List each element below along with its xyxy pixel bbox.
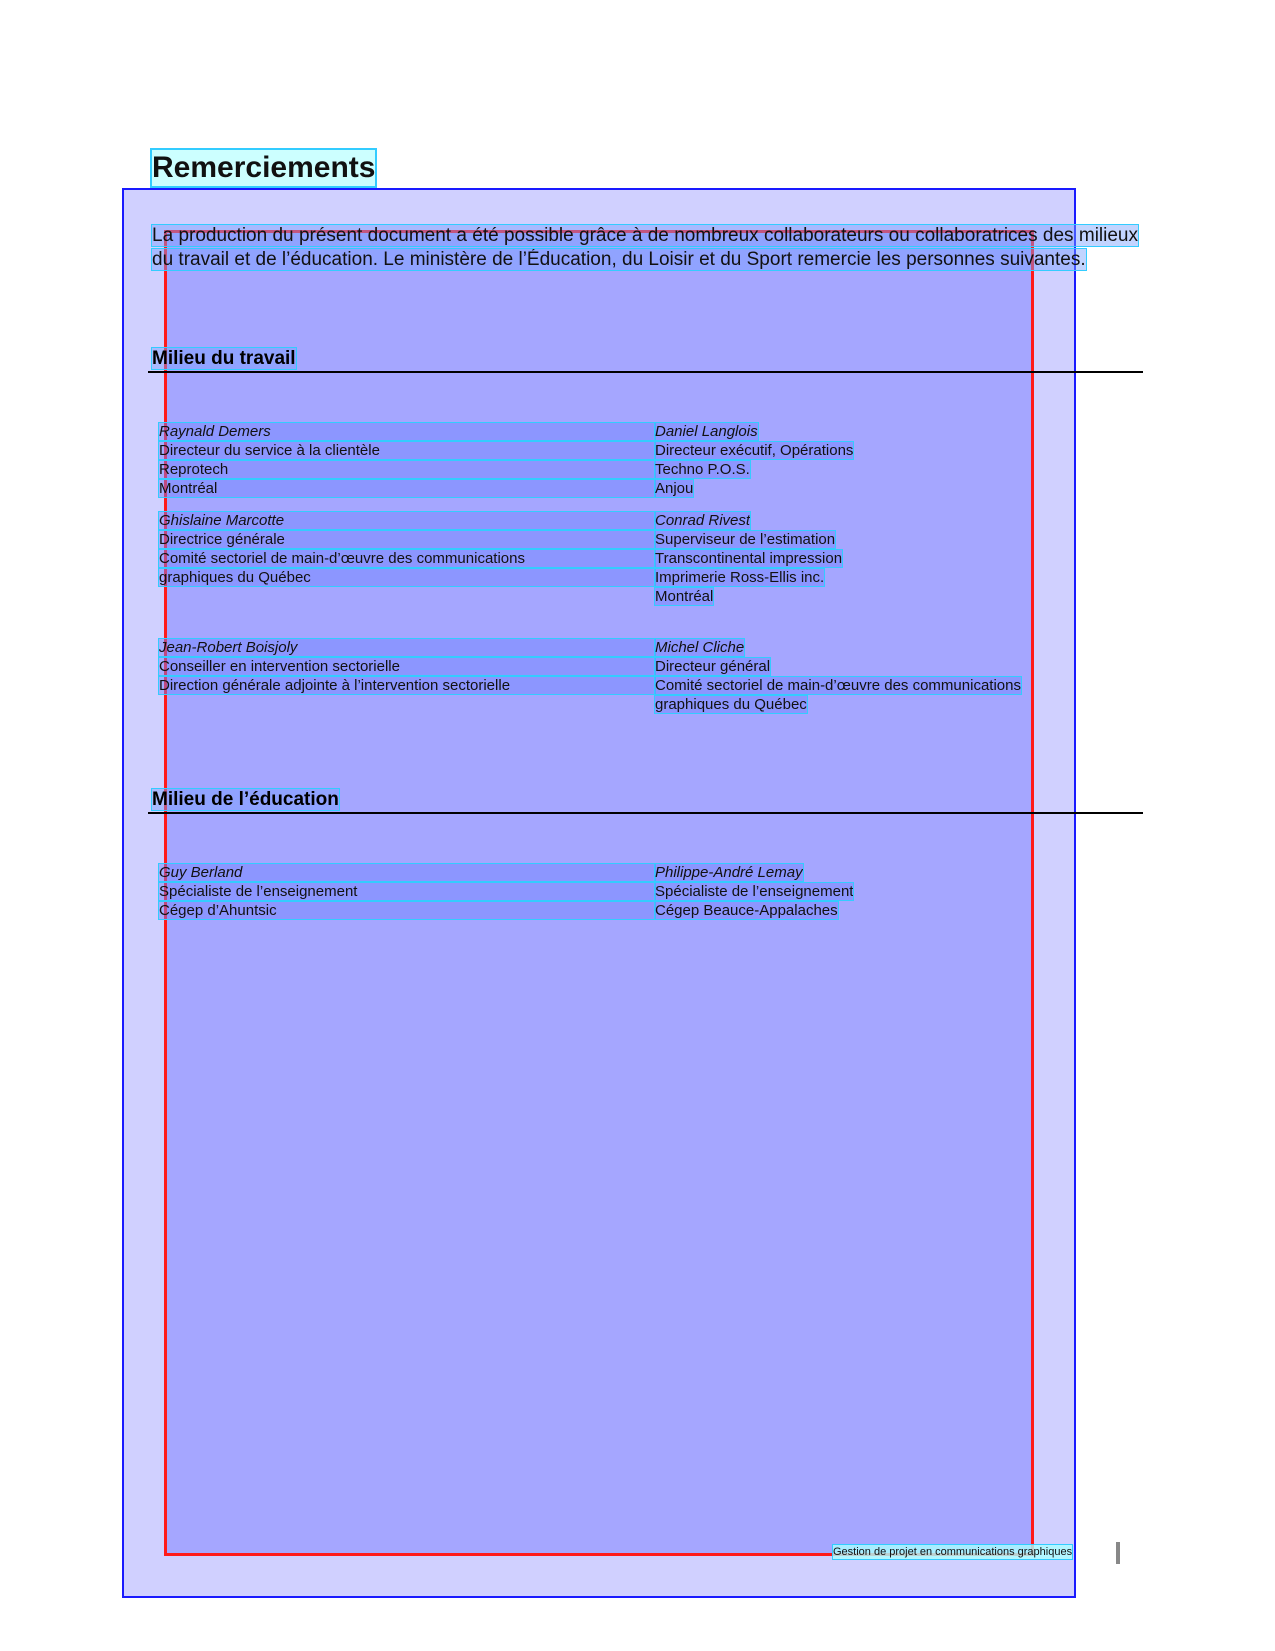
person-name: Michel Cliche: [655, 639, 745, 656]
person-org: Comité sectoriel de main-d’œuvre des communications: [159, 550, 655, 567]
section-heading-education: [152, 789, 339, 811]
person-org: Direction générale adjointe à l’intervention sectorielle: [159, 677, 655, 694]
section-heading-travail: [152, 348, 296, 370]
person-name: Conrad Rivest: [655, 512, 751, 529]
page-title: Remerciements: [152, 151, 376, 184]
page-footer: Gestion de projet en communications graphiques: [833, 1546, 1073, 1558]
person-org: Cégep d’Ahuntsic: [159, 902, 655, 919]
person-org-cont: graphiques du Québec: [159, 569, 655, 586]
page-number-marker: [1116, 1542, 1120, 1564]
person-org-cont: graphiques du Québec: [655, 696, 807, 713]
person-org: Techno P.O.S.: [655, 461, 750, 478]
person-city: Montréal: [159, 480, 655, 497]
person-title: Spécialiste de l’enseignement: [655, 883, 854, 900]
section-heading-text: Milieu de l’éducation: [152, 789, 339, 810]
person-name: Ghislaine Marcotte: [159, 512, 655, 529]
person-city: Anjou: [655, 480, 694, 497]
person-city: Montréal: [655, 588, 714, 605]
section-divider: [148, 371, 1143, 373]
intro-text: La production du présent document a été possible grâce à de nombreux collaborateurs ou collaboratrices des milieux du travail et de l’éducation. Le ministère de l’Éducation, du Loisir et du Sport remercie les personnes suivantes.: [152, 225, 1138, 270]
person-org-cont: Imprimerie Ross-Ellis inc.: [655, 569, 825, 586]
person-org: Transcontinental impression: [655, 550, 843, 567]
person-title: Directeur exécutif, Opérations: [655, 442, 854, 459]
person-title: Superviseur de l’estimation: [655, 531, 836, 548]
section-divider: [148, 812, 1143, 814]
person-name: Philippe-André Lemay: [655, 864, 803, 881]
person-title: Spécialiste de l’enseignement: [159, 883, 655, 900]
person-org: Reprotech: [159, 461, 655, 478]
person-title: Directrice générale: [159, 531, 655, 548]
person-title: Directeur du service à la clientèle: [159, 442, 655, 459]
person-name: Jean-Robert Boisjoly: [159, 639, 655, 656]
person-name: Guy Berland: [159, 864, 655, 881]
person-org: Comité sectoriel de main-d’œuvre des communications: [655, 677, 1021, 694]
person-title: Directeur général: [655, 658, 771, 675]
person-name: Raynald Demers: [159, 423, 655, 440]
person-title: Conseiller en intervention sectorielle: [159, 658, 655, 675]
intro-paragraph: [152, 224, 1138, 272]
person-name: Daniel Langlois: [655, 423, 758, 440]
person-org: Cégep Beauce-Appalaches: [655, 902, 838, 919]
section-heading-text: Milieu du travail: [152, 348, 296, 369]
